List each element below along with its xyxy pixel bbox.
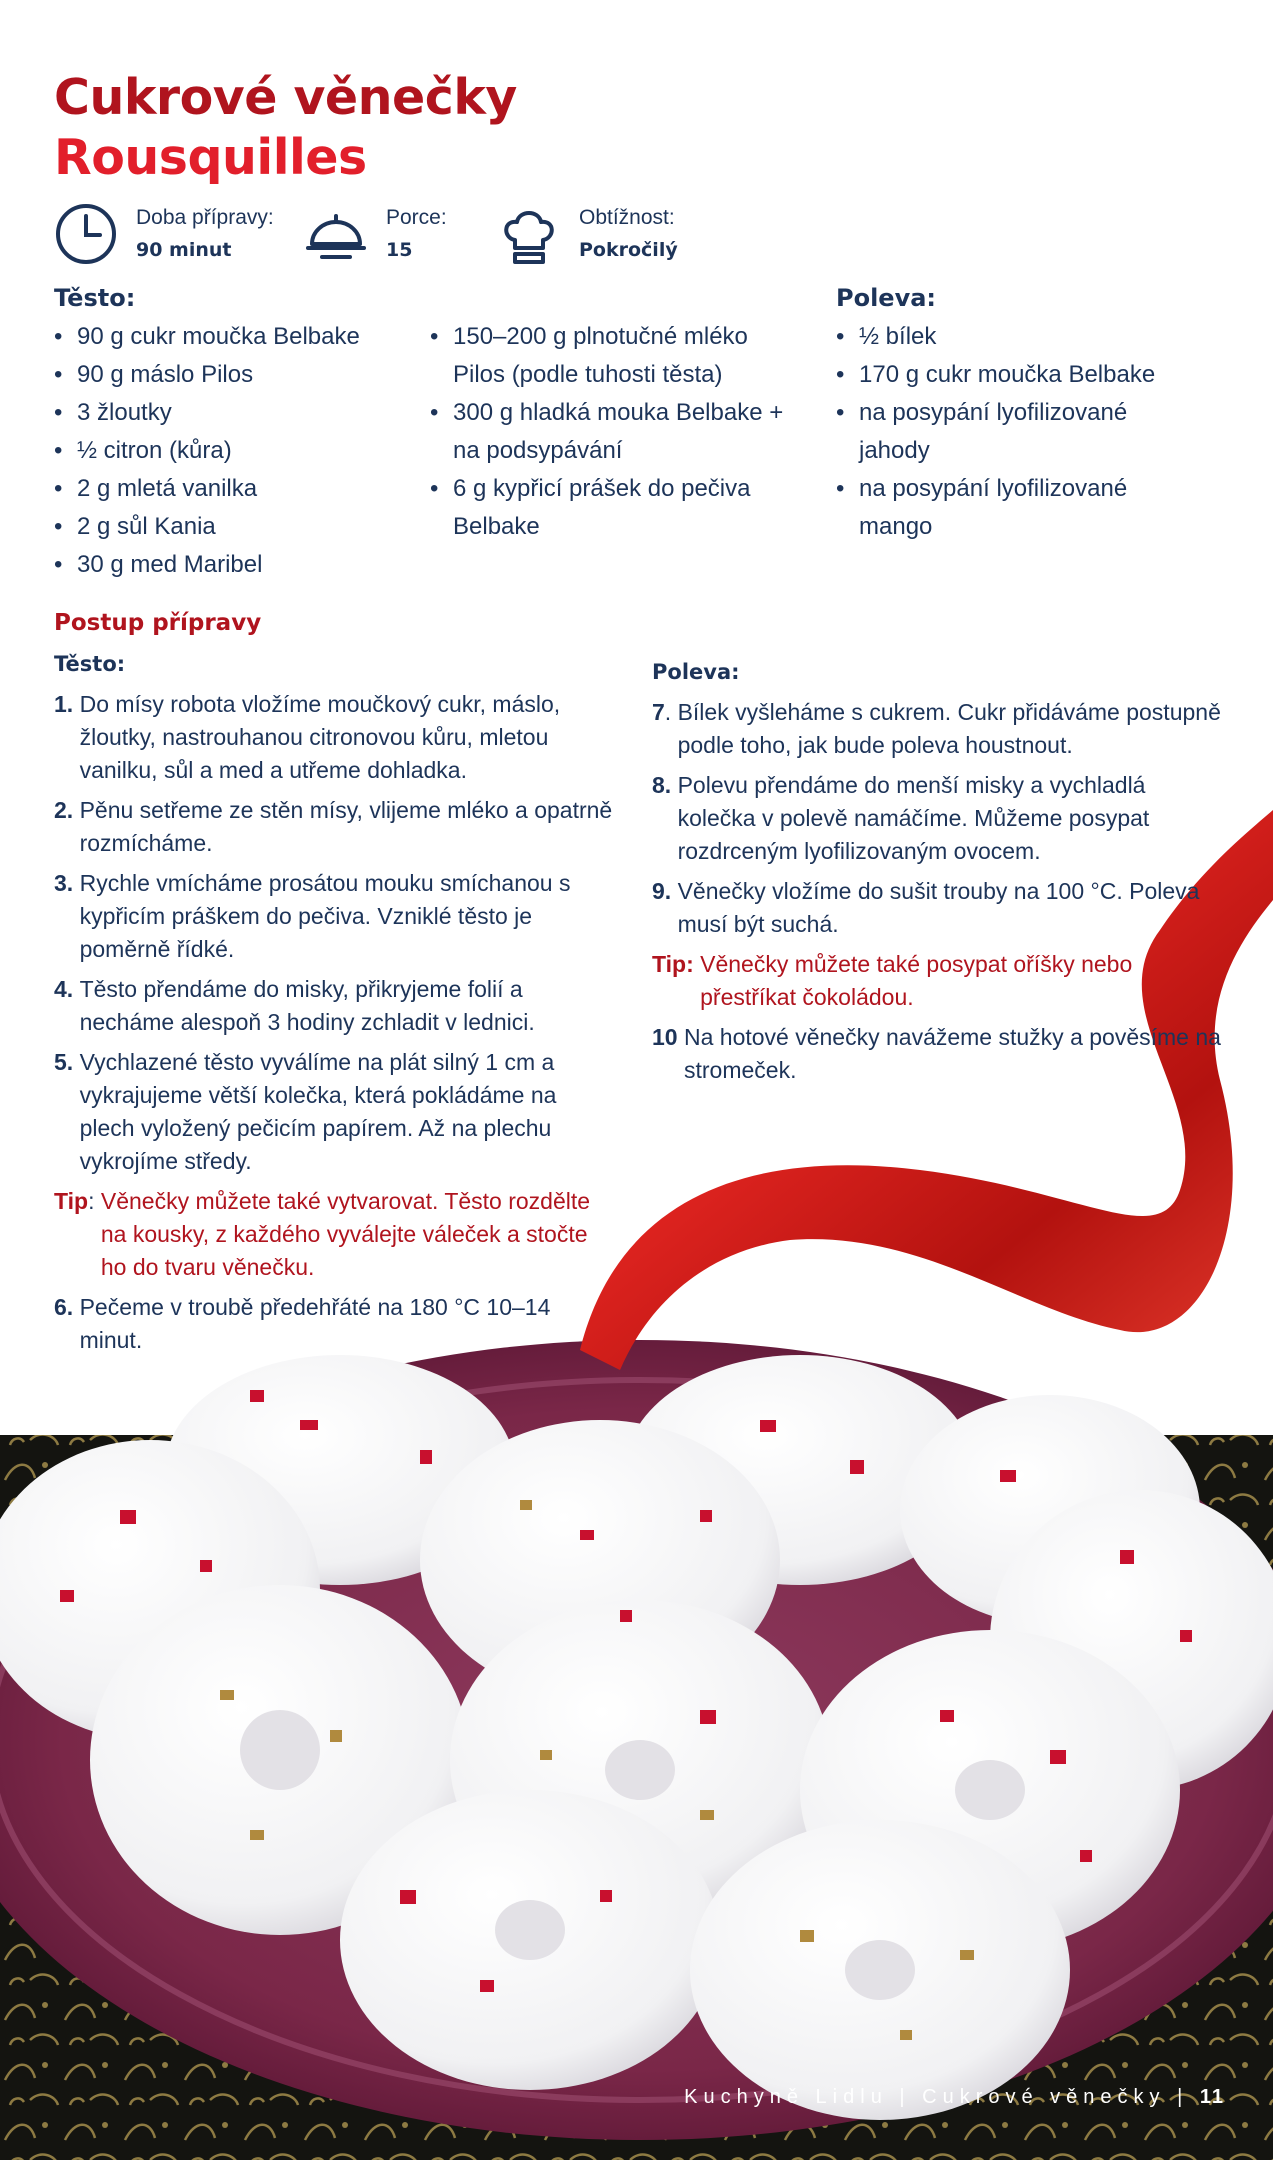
step-number: 3. [54,870,74,896]
servings [304,202,447,266]
tip-text: Věnečky můžete také posypat oříšky nebo přestříkat čokoládou. [700,951,1133,1010]
method-dough-heading: Těsto: [54,652,126,676]
step-number: 10 [652,1024,678,1050]
step-number: 9. [652,878,672,904]
step-text: Věnečky vložíme do sušit trouby na 100 °C. Poleva musí být suchá. [677,878,1200,937]
ingredients-dough-list-2 [430,318,790,546]
ingredients-dough-heading: Těsto: [54,284,136,312]
step-number: 8. [652,772,672,798]
method-step [652,1021,1222,1087]
step-number: 2. [54,797,74,823]
step-number: 6. [54,1294,74,1320]
tip-label: Tip [54,1188,89,1214]
step-text: Rychle vmícháme prosátou mouku smíchanou s kypřicím práškem do pečiva. Vzniklé těsto je poměrně řídké. [79,870,571,962]
ingredients-dough-list-1 [54,318,414,584]
list-item: • ½ citron (kůra) [54,432,414,470]
method-step [652,769,1222,868]
step-text: Pěnu setřeme ze stěn mísy, vlijeme mléko a opatrně rozmícháme. [79,797,613,856]
prep-time [54,202,274,266]
difficulty [497,202,678,266]
list-item: • 3 žloutky [54,394,414,432]
servings-value: 15 [386,239,413,261]
step-text: Polevu přendáme do menší misky a vychladlá kolečka v polevě namáčíme. Můžeme posypat rozdrceným lyofilizovaným ovocem. [677,772,1150,864]
method-step [54,973,614,1039]
step-text: Bílek vyšleháme s cukrem. Cukr přidáváme postupně podle toho, jak bude poleva houstnout. [677,699,1221,758]
method-steps-glaze [652,696,1222,1094]
step-number: 4. [54,976,74,1002]
prep-time-value: 90 minut [136,239,232,261]
page-number: 11 [1199,2086,1225,2108]
method-tip [54,1185,614,1284]
list-item: • na posypání lyofilizované jahody [836,394,1166,470]
method-step [54,867,614,966]
tip-label: Tip: [652,951,694,977]
method-step [54,1291,614,1357]
step-number: 5. [54,1049,74,1075]
method-step [54,688,614,787]
method-step [652,696,1222,762]
list-item: • 6 g kypřicí prášek do pečiva Belbake [430,470,790,546]
step-separator: . [664,699,678,725]
method-step [54,1046,614,1178]
chef-hat-icon [497,202,561,266]
list-item: • 2 g sůl Kania [54,508,414,546]
step-text: Vychlazené těsto vyválíme na plát silný 1 cm a vykrajujeme větší kolečka, která pokládáme na plech vyložený pečicím papírem. Až na plechu vykrojíme středy. [79,1049,557,1174]
clock-icon [54,202,118,266]
step-text: Na hotové věnečky navážeme stužky a pověsíme na stromeček. [683,1024,1221,1083]
method-glaze-heading: Poleva: [652,660,740,684]
ingredients-glaze-list [836,318,1166,546]
cloche-icon [304,202,368,266]
step-number: 7 [652,699,665,725]
list-item: • 90 g cukr moučka Belbake [54,318,414,356]
difficulty-label: Obtížnost: [579,206,675,229]
tip-text: Věnečky můžete také vytvarovat. Těsto rozdělte na kousky, z každého vyválejte váleček a stočte ho do tvaru věnečku. [100,1188,591,1280]
method-tip [652,948,1222,1014]
method-heading: Postup přípravy [54,610,262,636]
list-item: • ½ bílek [836,318,1166,356]
page-footer [0,2086,1273,2109]
step-text: Pečeme v troubě předehřáté na 180 °C 10–14 minut. [79,1294,551,1353]
list-item: • na posypání lyofilizované mango [836,470,1166,546]
list-item: • 90 g máslo Pilos [54,356,414,394]
recipe-title [54,68,517,188]
servings-label: Porce: [386,206,447,229]
list-item: • 150–200 g plnotučné mléko Pilos (podle tuhosti těsta) [430,318,790,394]
cookies-photo [0,1330,1273,2160]
footer-text: Kuchyně Lidlu | Cukrové věnečky | [684,2086,1189,2108]
recipe-title-french: Rousquilles [54,129,367,186]
list-item: • 2 g mletá vanilka [54,470,414,508]
step-text: Do mísy robota vložíme moučkový cukr, máslo, žloutky, nastrouhanou citronovou kůru, mletou vanilku, sůl a med a utřeme dohladka. [79,691,561,783]
difficulty-value: Pokročilý [579,239,678,261]
method-step [54,794,614,860]
recipe-title-czech: Cukrové věnečky [54,69,517,126]
step-number: 1. [54,691,74,717]
ingredients-glaze-heading: Poleva: [836,284,937,312]
list-item: • 300 g hladká mouka Belbake + na podsypávání [430,394,790,470]
list-item: • 30 g med Maribel [54,546,414,584]
method-steps-dough [54,688,614,1364]
tip-separator: : [88,1188,101,1214]
method-step [652,875,1222,941]
prep-time-label: Doba přípravy: [136,206,274,229]
step-text: Těsto přendáme do misky, přikryjeme folií a necháme alespoň 3 hodiny zchladit v lednici. [79,976,535,1035]
list-item: • 170 g cukr moučka Belbake [836,356,1166,394]
